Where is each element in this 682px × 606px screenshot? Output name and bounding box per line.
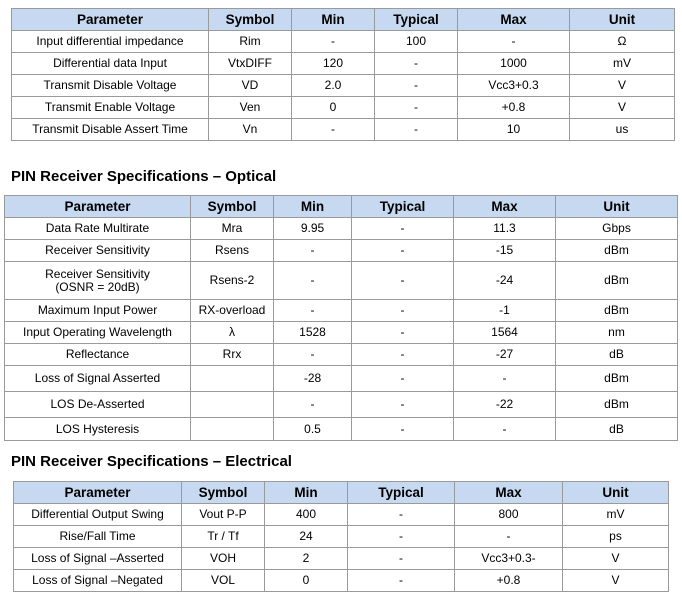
cell-typical: - [375, 97, 458, 119]
cell-typical: - [352, 418, 454, 441]
cell-symbol: VD [209, 75, 292, 97]
cell-parameter: Transmit Disable Assert Time [12, 119, 209, 141]
cell-unit: dB [556, 418, 678, 441]
cell-unit: dBm [556, 240, 678, 262]
cell-min: - [274, 262, 352, 300]
cell-min: - [292, 119, 375, 141]
col-typical: Typical [375, 9, 458, 31]
cell-unit: V [563, 548, 669, 570]
col-min: Min [292, 9, 375, 31]
cell-max: -27 [454, 344, 556, 366]
cell-parameter: Input Operating Wavelength [5, 322, 191, 344]
col-parameter: Parameter [5, 196, 191, 218]
table-row [12, 75, 675, 97]
cell-typical: - [348, 548, 455, 570]
table-row [14, 570, 669, 592]
cell-parameter: Loss of Signal Asserted [5, 366, 191, 392]
cell-max: -24 [454, 262, 556, 300]
cell-typical: - [352, 218, 454, 240]
cell-unit: dBm [556, 262, 678, 300]
cell-typical: - [352, 392, 454, 418]
cell-parameter: LOS Hysteresis [5, 418, 191, 441]
cell-parameter: Receiver Sensitivity [5, 240, 191, 262]
cell-typical: - [375, 119, 458, 141]
cell-min: 2.0 [292, 75, 375, 97]
col-max: Max [455, 482, 563, 504]
cell-parameter: Maximum Input Power [5, 300, 191, 322]
col-parameter: Parameter [14, 482, 182, 504]
col-parameter: Parameter [12, 9, 209, 31]
cell-parameter: LOS De-Asserted [5, 392, 191, 418]
cell-typical: 100 [375, 31, 458, 53]
table-row [14, 504, 669, 526]
cell-parameter: Reflectance [5, 344, 191, 366]
cell-unit: dBm [556, 392, 678, 418]
cell-unit: Gbps [556, 218, 678, 240]
table-row [5, 218, 678, 240]
cell-typical: - [375, 53, 458, 75]
header-row [5, 196, 678, 218]
table-row [5, 344, 678, 366]
cell-min: 400 [265, 504, 348, 526]
cell-max: 1000 [458, 53, 570, 75]
cell-unit: V [570, 97, 675, 119]
cell-symbol: λ [191, 322, 274, 344]
cell-max: +0.8 [458, 97, 570, 119]
cell-min: - [274, 300, 352, 322]
table-row [14, 548, 669, 570]
table-row [14, 526, 669, 548]
cell-min: - [292, 31, 375, 53]
table-row [5, 322, 678, 344]
table-row [5, 300, 678, 322]
col-min: Min [265, 482, 348, 504]
cell-typical: - [352, 366, 454, 392]
cell-min: 0.5 [274, 418, 352, 441]
electrical-section-heading: PIN Receiver Specifications – Electrical [11, 453, 292, 470]
cell-parameter: Differential Output Swing [14, 504, 182, 526]
cell-symbol: Tr / Tf [182, 526, 265, 548]
cell-symbol: Mra [191, 218, 274, 240]
cell-unit: dBm [556, 300, 678, 322]
cell-min: 24 [265, 526, 348, 548]
table-row [12, 97, 675, 119]
cell-max: - [454, 418, 556, 441]
cell-symbol: Vout P-P [182, 504, 265, 526]
cell-typical: - [348, 526, 455, 548]
col-max: Max [458, 9, 570, 31]
cell-symbol: Rrx [191, 344, 274, 366]
cell-max: 1564 [454, 322, 556, 344]
header-row [12, 9, 675, 31]
col-max: Max [454, 196, 556, 218]
cell-unit: V [563, 570, 669, 592]
col-symbol: Symbol [182, 482, 265, 504]
cell-min: - [274, 240, 352, 262]
cell-parameter: Receiver Sensitivity (OSNR = 20dB) [5, 262, 191, 300]
cell-typical: - [352, 240, 454, 262]
cell-symbol: VtxDIFF [209, 53, 292, 75]
electrical-spec-table [13, 481, 669, 592]
cell-max: Vcc3+0.3- [455, 548, 563, 570]
cell-typical: - [352, 262, 454, 300]
cell-symbol: Vn [209, 119, 292, 141]
cell-symbol: RX-overload [191, 300, 274, 322]
cell-max: -1 [454, 300, 556, 322]
cell-typical: - [352, 344, 454, 366]
cell-symbol: Rsens-2 [191, 262, 274, 300]
table-row [5, 262, 678, 300]
cell-min: - [274, 392, 352, 418]
cell-max: - [454, 366, 556, 392]
cell-typical: - [348, 504, 455, 526]
cell-max: -22 [454, 392, 556, 418]
cell-unit: dB [556, 344, 678, 366]
cell-max: 800 [455, 504, 563, 526]
cell-unit: Ω [570, 31, 675, 53]
cell-typical: - [348, 570, 455, 592]
cell-symbol [191, 392, 274, 418]
cell-min: 1528 [274, 322, 352, 344]
cell-parameter: Loss of Signal –Asserted [14, 548, 182, 570]
cell-min: 9.95 [274, 218, 352, 240]
cell-unit: dBm [556, 366, 678, 392]
cell-parameter: Data Rate Multirate [5, 218, 191, 240]
transmitter-spec-table [11, 8, 675, 141]
cell-min: 2 [265, 548, 348, 570]
table-row [12, 31, 675, 53]
col-unit: Unit [563, 482, 669, 504]
cell-unit: ps [563, 526, 669, 548]
cell-typical: - [352, 322, 454, 344]
cell-parameter: Transmit Disable Voltage [12, 75, 209, 97]
cell-min: 0 [265, 570, 348, 592]
col-unit: Unit [556, 196, 678, 218]
cell-parameter: Differential data Input [12, 53, 209, 75]
table-row [5, 418, 678, 441]
cell-parameter: Transmit Enable Voltage [12, 97, 209, 119]
col-unit: Unit [570, 9, 675, 31]
cell-max: - [458, 31, 570, 53]
optical-spec-table [4, 195, 678, 441]
cell-typical: - [375, 75, 458, 97]
cell-min: - [274, 344, 352, 366]
cell-min: 120 [292, 53, 375, 75]
cell-typical: - [352, 300, 454, 322]
cell-parameter: Input differential impedance [12, 31, 209, 53]
optical-section-heading: PIN Receiver Specifications – Optical [11, 168, 277, 185]
table-row [5, 392, 678, 418]
table-row [12, 53, 675, 75]
cell-symbol: Rim [209, 31, 292, 53]
cell-max: - [455, 526, 563, 548]
cell-symbol: VOH [182, 548, 265, 570]
cell-max: -15 [454, 240, 556, 262]
col-symbol: Symbol [209, 9, 292, 31]
header-row [14, 482, 669, 504]
col-typical: Typical [352, 196, 454, 218]
col-typical: Typical [348, 482, 455, 504]
col-symbol: Symbol [191, 196, 274, 218]
cell-min: 0 [292, 97, 375, 119]
cell-unit: mV [570, 53, 675, 75]
cell-max: 11.3 [454, 218, 556, 240]
table-row [5, 240, 678, 262]
cell-unit: us [570, 119, 675, 141]
cell-unit: V [570, 75, 675, 97]
cell-unit: nm [556, 322, 678, 344]
cell-min: -28 [274, 366, 352, 392]
cell-symbol: Rsens [191, 240, 274, 262]
table-row [5, 366, 678, 392]
table-row [12, 119, 675, 141]
cell-max: Vcc3+0.3 [458, 75, 570, 97]
cell-parameter: Rise/Fall Time [14, 526, 182, 548]
cell-symbol: VOL [182, 570, 265, 592]
cell-unit: mV [563, 504, 669, 526]
cell-parameter: Loss of Signal –Negated [14, 570, 182, 592]
cell-max: 10 [458, 119, 570, 141]
cell-max: +0.8 [455, 570, 563, 592]
col-min: Min [274, 196, 352, 218]
cell-symbol [191, 366, 274, 392]
cell-symbol: Ven [209, 97, 292, 119]
cell-symbol [191, 418, 274, 441]
